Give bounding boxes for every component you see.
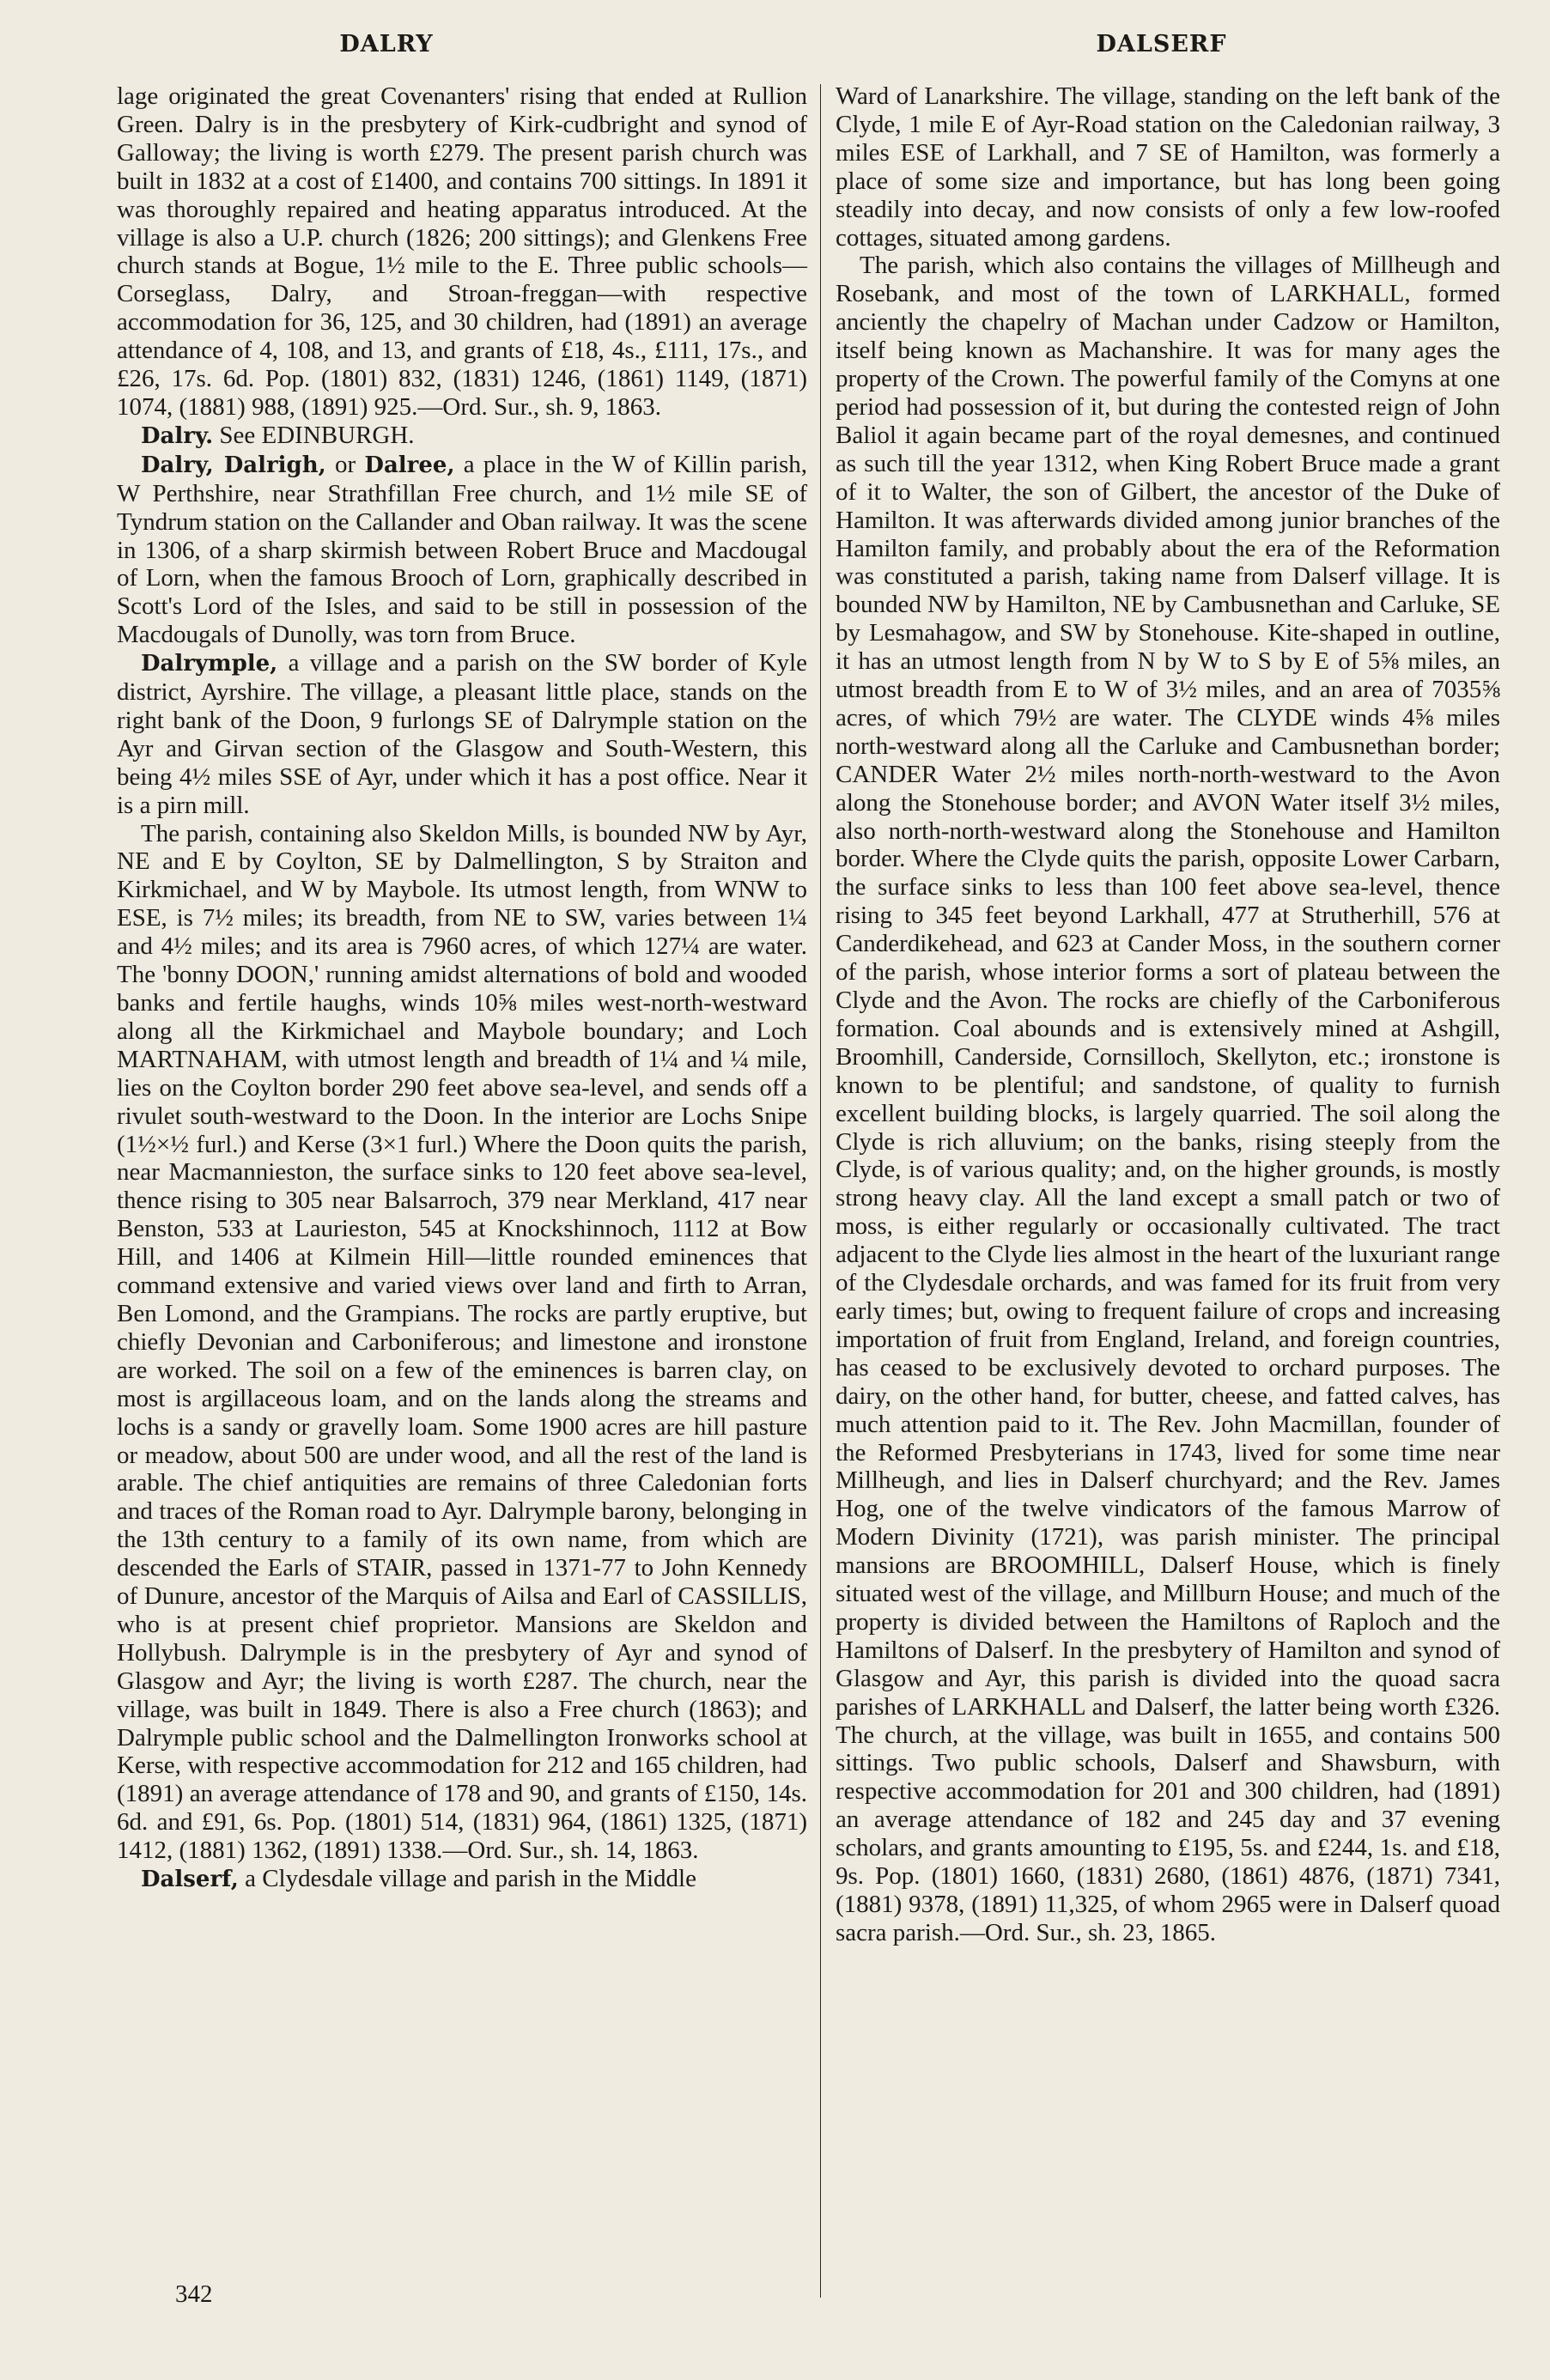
entry-headword: Dalserf, [141, 1867, 239, 1893]
page-number: 342 [175, 2280, 213, 2308]
entry-headword: Dalry, Dalrigh, [141, 452, 326, 478]
entry-headword: Dalry. [141, 422, 214, 449]
right-column [836, 82, 1500, 1947]
running-head-right: DALSERF [1096, 31, 1227, 58]
entry-text: a village and a parish on the SW border of Kyle district, Ayrshire. The village, a pleasant little place, stands on the right bank of the Doon, 9 furlongs SE of Dalrymple station on the Ayr and Girvan section of the Glasgow and South-Western, this being 4½ miles SSE of Ayr, under which it has a post office. Near it is a pirn mill. [117, 649, 807, 819]
column-divider [820, 84, 821, 2298]
entry-dalserf [117, 1865, 807, 1894]
entry-dalry-edinburgh [117, 422, 807, 451]
running-head-left: DALRY [339, 31, 434, 58]
left-column [117, 82, 807, 1894]
entry-text: a place in the W of Killin parish, W Perthshire, near Strathfillan Free church, and 1½ mile SE of Tyndrum station on the Callander and Oban railway. It was the scene in 1306, of a sharp skirmish between Robert Bruce and Macdougal of Lorn, when the famous Brooch of Lorn, graphically described in Scott's Lord of the Isles, and said to be still in possession of the Macdougals of Dunolly, was torn from Bruce. [117, 450, 807, 649]
entry-headword: Dalrymple, [141, 651, 278, 677]
dalrymple-parish-paragraph: The parish, containing also Skeldon Mills, is bounded NW by Ayr, NE and E by Coylton, SE by Dalmellington, S by Straiton and Kirkmichael, and W by Maybole. Its utmost length, from WNW to ESE, is 7½ miles; its breadth, from NE to SW, varies between 1¼ and 4½ miles; and its area is 7960 acres, of which 127¼ are water. The 'bonny DOON,' running amidst alternations of bold and wooded banks and fertile haughs, winds 10⅝ miles west-north-westward along all the Kirkmichael and Maybole boundary; and Loch MARTNAHAM, with utmost length and breadth of 1¼ and ¼ mile, lies on the Coylton border 290 feet above sea-level, and sends off a rivulet south-westward to the Doon. In the interior are Lochs Snipe (1½×½ furl.) and Kerse (3×1 furl.) Where the Doon quits the parish, near Macmannieston, the surface sinks to 120 feet above sea-level, thence rising to 305 near Balsarroch, 379 near Merkland, 417 near Benston, 533 at Laurieston, 545 at Knockshinnoch, 1112 at Bow Hill, and 1406 at Kilmein Hill—little rounded eminences that command extensive and varied views over land and firth to Arran, Ben Lomond, and the Grampians. The rocks are partly eruptive, but chiefly Devonian and Carboniferous; and limestone and ironstone are worked. The soil on a few of the eminences is barren clay, on most is argillaceous loam, and on the lands along the streams and lochs is a sandy or gravelly loam. Some 1900 acres are hill pasture or meadow, about 500 are under wood, and all the rest of the land is arable. The chief antiquities are remains of three Caledonian forts and traces of the Roman road to Ayr. Dalrymple barony, belonging in the 13th century to a family of its own name, from which are descended the Earls of STAIR, passed in 1371-77 to John Kennedy of Dunure, ancestor of the Marquis of Ailsa and Earl of CASSILLIS, who is at present chief proprietor. Mansions are Skeldon and Hollybush. Dalrymple is in the presbytery of Ayr and synod of Glasgow and Ayr; the living is worth £287. The church, near the village, was built in 1849. There is also a Free church (1863); and Dalrymple public school and the Dalmellington Ironworks school at Kerse, with respective accommodation for 212 and 165 children, had (1891) an average attendance of 178 and 90, and grants of £150, 14s. 6d. and £91, 6s. Pop. (1801) 514, (1831) 964, (1861) 1325, (1871) 1412, (1881) 1362, (1891) 1338.—Ord. Sur., sh. 14, 1863. [117, 819, 807, 1865]
entry-dalry-perthshire [117, 451, 807, 649]
dalserf-parish-paragraph: The parish, which also contains the villages of Millheugh and Rosebank, and most of the town of LARKHALL, formed anciently the chapelry of Machan under Cadzow or Hamilton, itself being known as Machanshire. It was for many ages the property of the Crown. The powerful family of the Comyns at one period had possession of it, but during the contested reign of John Baliol it again became part of the royal demesnes, and continued as such till the year 1312, when King Robert Bruce made a grant of it to Walter, the son of Gilbert, the ancestor of the Duke of Hamilton. It was afterwards divided among junior branches of the Hamilton family, and probably about the era of the Reformation was constituted a parish, taking name from Dalserf village. It is bounded NW by Hamilton, NE by Cambusnethan and Carluke, SE by Lesmahagow, and SW by Stonehouse. Kite-shaped in outline, it has an utmost length from N by W to S by E of 5⅝ miles, an utmost breadth from E to W of 3½ miles, and an area of 7035⅝ acres, of which 79½ are water. The CLYDE winds 4⅝ miles north-westward along all the Carluke and Cambusnethan border; CANDER Water 2½ miles north-north-westward to the Avon along the Stonehouse border; and AVON Water itself 3½ miles, also north-north-westward along the Stonehouse and Hamilton border. Where the Clyde quits the parish, opposite Lower Carbarn, the surface sinks to less than 100 feet above sea-level, thence rising to 345 feet beyond Larkhall, 477 at Strutherhill, 576 at Canderdikehead, and 623 at Cander Moss, in the southern corner of the parish, whose interior forms a sort of plateau between the Clyde and the Avon. The rocks are chiefly of the Carboniferous formation. Coal abounds and is extensively mined at Ashgill, Broomhill, Canderside, Cornsilloch, Skellyton, etc.; ironstone is known to be plentiful; and sandstone, of quality to furnish excellent building blocks, is largely quarried. The soil along the Clyde is rich alluvium; on the banks, rising steeply from the Clyde, is of various quality; and, on the higher grounds, is mostly strong heavy clay. All the land except a small patch or two of moss, is either regularly or occasionally cultivated. The tract adjacent to the Clyde lies almost in the heart of the luxuriant range of the Clydesdale orchards, and was famed for its fruit from very early times; but, owing to frequent failure of crops and increasing importation of fruit from England, Ireland, and foreign countries, has ceased to be exclusively devoted to orchard purposes. The dairy, on the other hand, for butter, cheese, and fatted calves, has much attention paid to it. The Rev. John Macmillan, founder of the Reformed Presbyterians in 1743, lived for some time near Millheugh, and lies in Dalserf churchyard; and the Rev. James Hog, one of the twelve vindicators of the famous Marrow of Modern Divinity (1721), was parish minister. The principal mansions are BROOMHILL, Dalserf House, which is finely situated west of the village, and Millburn House; and much of the property is divided between the Hamiltons of Raploch and the Hamiltons of Dalserf. In the presbytery of Hamilton and synod of Glasgow and Ayr, this parish is divided into the quoad sacra parishes of LARKHALL and Dalserf, the latter being worth £326. The church, at the village, was built in 1655, and contains 500 sittings. Two public schools, Dalserf and Shawsburn, with respective accommodation for 201 and 300 children, had (1891) an average attendance of 182 and 245 day and 37 evening scholars, and grants amounting to £195, 5s. and £244, 1s. and £18, 9s. Pop. (1801) 1660, (1831) 2680, (1861) 4876, (1871) 7341, (1881) 9378, (1891) 11,325, of whom 2965 were in Dalserf quoad sacra parish.—Ord. Sur., sh. 23, 1865. [836, 252, 1500, 1946]
entry-text: a Clydesdale village and parish in the Middle [238, 1865, 696, 1893]
dalry-continuation-paragraph: lage originated the great Covenanters' rising that ended at Rullion Green. Dalry is in the presbytery of Kirk-cudbright and synod of Galloway; the living is worth £279. The present parish church was built in 1832 at a cost of £1400, and contains 700 sittings. In 1891 it was thoroughly repaired and heating apparatus introduced. At the village is also a U.P. church (1826; 200 sittings); and Glenkens Free church stands at Bogue, 1½ mile to the E. Three public schools—Corseglass, Dalry, and Stroan-freggan—with respective accommodation for 36, 125, and 30 children, had (1891) an average attendance of 4, 108, and 13, and grants of £18, 4s., £111, 17s., and £26, 17s. 6d. Pop. (1801) 832, (1831) 1246, (1861) 1149, (1871) 1074, (1881) 988, (1891) 925.—Ord. Sur., sh. 9, 1863. [117, 82, 807, 421]
dalserf-village-paragraph: Ward of Lanarkshire. The village, standing on the left bank of the Clyde, 1 mile E of Ayr-Road station on the Caledonian railway, 3 miles ESE of Larkhall, and 7 SE of Hamilton, was formerly a place of some size and importance, but has long been going steadily into decay, and now consists of only a few low-roofed cottages, situated among gardens. [836, 82, 1500, 252]
entry-headword-alt: Dalree, [364, 452, 455, 478]
entry-text: or [325, 450, 365, 478]
entry-text: See EDINBURGH. [213, 421, 415, 449]
entry-dalrymple [117, 649, 807, 819]
